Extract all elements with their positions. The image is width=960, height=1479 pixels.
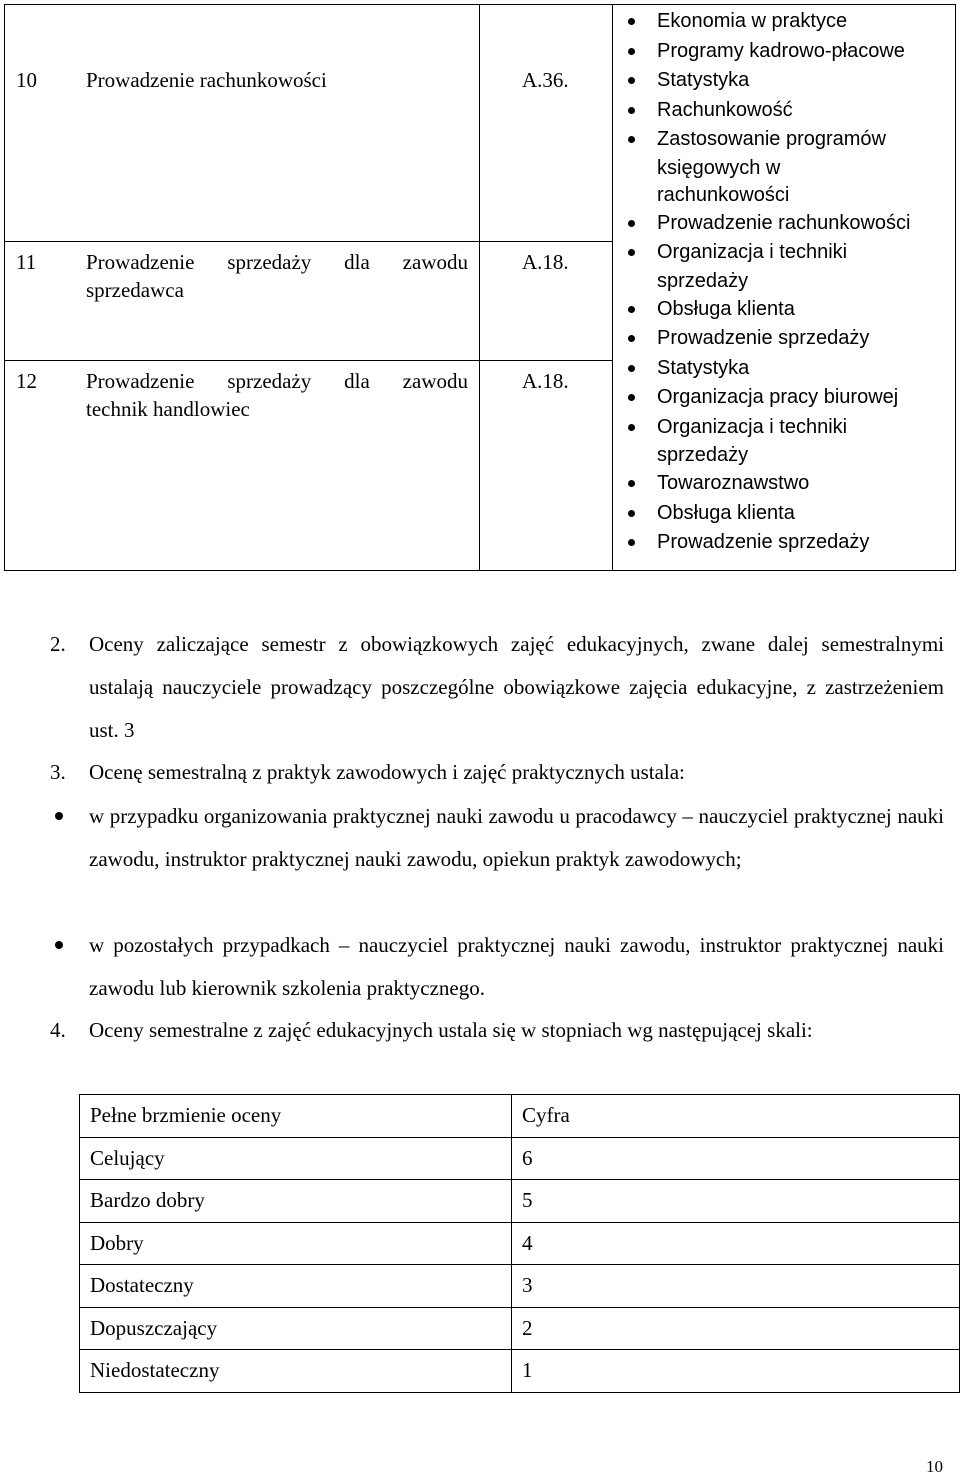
table-subjects-column	[613, 5, 956, 571]
grade-digit: 5	[512, 1180, 960, 1223]
row-name-line1: Prowadzenie sprzedaży dla zawodu	[86, 250, 468, 274]
subjects-table	[4, 4, 956, 571]
list-item: Organizacja i techniki	[613, 413, 955, 443]
row-divider	[5, 241, 612, 242]
table-row	[80, 1265, 960, 1308]
bullet-item-2	[51, 924, 944, 1010]
list-item: rachunkowości	[657, 183, 790, 206]
list-item: Rachunkowość	[613, 96, 955, 126]
bullet-text: w przypadku organizowania praktycznej nauki zawodu u pracodawcy – nauczyciel praktycznej nauki zawodu, instruktor praktycznej nauki zawodu, opiekun praktyk zawodowych;	[89, 804, 944, 871]
row-number: 10	[16, 68, 37, 92]
subjects-list-11	[613, 238, 955, 354]
table-row	[80, 1137, 960, 1180]
grade-name: Niedostateczny	[80, 1350, 512, 1393]
paragraph-text: Oceny semestralne z zajęć edukacyjnych ustala się w stopniach wg następującej skali:	[89, 1018, 813, 1042]
table-row	[80, 1222, 960, 1265]
list-item: Organizacja pracy biurowej	[613, 383, 955, 413]
bullet-icon	[55, 941, 63, 949]
row-number: 12	[16, 369, 37, 393]
grade-digit: 1	[512, 1350, 960, 1393]
grade-digit: 6	[512, 1137, 960, 1180]
paragraph-number: 4.	[50, 1018, 66, 1042]
paragraph-number: 3.	[50, 760, 66, 784]
paragraph-2	[51, 623, 944, 752]
grade-digit: 4	[512, 1222, 960, 1265]
paragraph-4	[51, 1009, 944, 1052]
row-code: A.18.	[522, 250, 569, 274]
grade-digit: 3	[512, 1265, 960, 1308]
list-item: sprzedaży	[657, 444, 749, 466]
row-number: 11	[16, 250, 37, 274]
subjects-list-12	[613, 354, 955, 558]
grade-name: Celujący	[80, 1137, 512, 1180]
list-item: Obsługa klienta	[613, 499, 955, 529]
paragraph-number: 2.	[50, 632, 66, 656]
table-header-row	[80, 1095, 960, 1138]
grade-name: Dopuszczający	[80, 1307, 512, 1350]
list-item: Zastosowanie programów	[613, 125, 955, 155]
paragraph-text: Oceny zaliczające semestr z obowiązkowych zajęć edukacyjnych, zwane dalej semestralnymi ustalają nauczyciele prowadzący poszczególne obowiązkowe zajęcia edukacyjne, z zastrzeżeniem ust. 3	[89, 632, 944, 742]
grade-name: Bardzo dobry	[80, 1180, 512, 1223]
list-item: Statystyka	[613, 354, 955, 384]
list-item: Prowadzenie rachunkowości	[613, 209, 955, 239]
bullet-text: w pozostałych przypadkach – nauczyciel praktycznej nauki zawodu, instruktor praktycznej nauki zawodu lub kierownik szkolenia praktycznego.	[89, 933, 944, 1000]
page-number: 10	[926, 1457, 943, 1476]
row-code: A.36.	[522, 68, 569, 92]
grade-name: Dobry	[80, 1222, 512, 1265]
grade-name: Dostateczny	[80, 1265, 512, 1308]
table-row	[80, 1350, 960, 1393]
bullet-item-1	[51, 795, 944, 881]
list-item: Prowadzenie sprzedaży	[613, 324, 955, 354]
grade-digit: 2	[512, 1307, 960, 1350]
bullet-icon	[55, 812, 63, 820]
table-row	[80, 1180, 960, 1223]
list-item: Prowadzenie sprzedaży	[613, 528, 955, 558]
column-divider	[479, 5, 480, 570]
row-name: Prowadzenie rachunkowości	[86, 68, 327, 92]
row-name-line1: Prowadzenie sprzedaży dla zawodu	[86, 369, 468, 393]
table-left-column	[5, 5, 613, 571]
list-item: Obsługa klienta	[613, 295, 955, 325]
list-item: sprzedaży	[657, 269, 749, 292]
column-header: Cyfra	[512, 1095, 960, 1138]
list-item: Ekonomia w praktyce	[613, 7, 955, 37]
list-item: księgowych w	[657, 156, 781, 179]
table-row	[80, 1307, 960, 1350]
row-code: A.18.	[522, 369, 569, 393]
paragraph-text: Ocenę semestralną z praktyk zawodowych i zajęć praktycznych ustala:	[89, 760, 685, 784]
list-item: Organizacja i techniki	[613, 238, 955, 268]
column-header: Pełne brzmienie oceny	[80, 1095, 512, 1138]
row-name-line2: technik handlowiec	[86, 397, 250, 421]
list-item: Statystyka	[613, 66, 955, 96]
grade-scale-table	[79, 1094, 960, 1393]
subjects-list-10	[613, 7, 955, 238]
list-item: Towaroznawstwo	[613, 469, 955, 499]
list-item: Programy kadrowo-płacowe	[613, 37, 955, 67]
paragraph-3	[51, 751, 944, 794]
row-divider	[5, 360, 612, 361]
row-name-line2: sprzedawca	[86, 278, 184, 302]
